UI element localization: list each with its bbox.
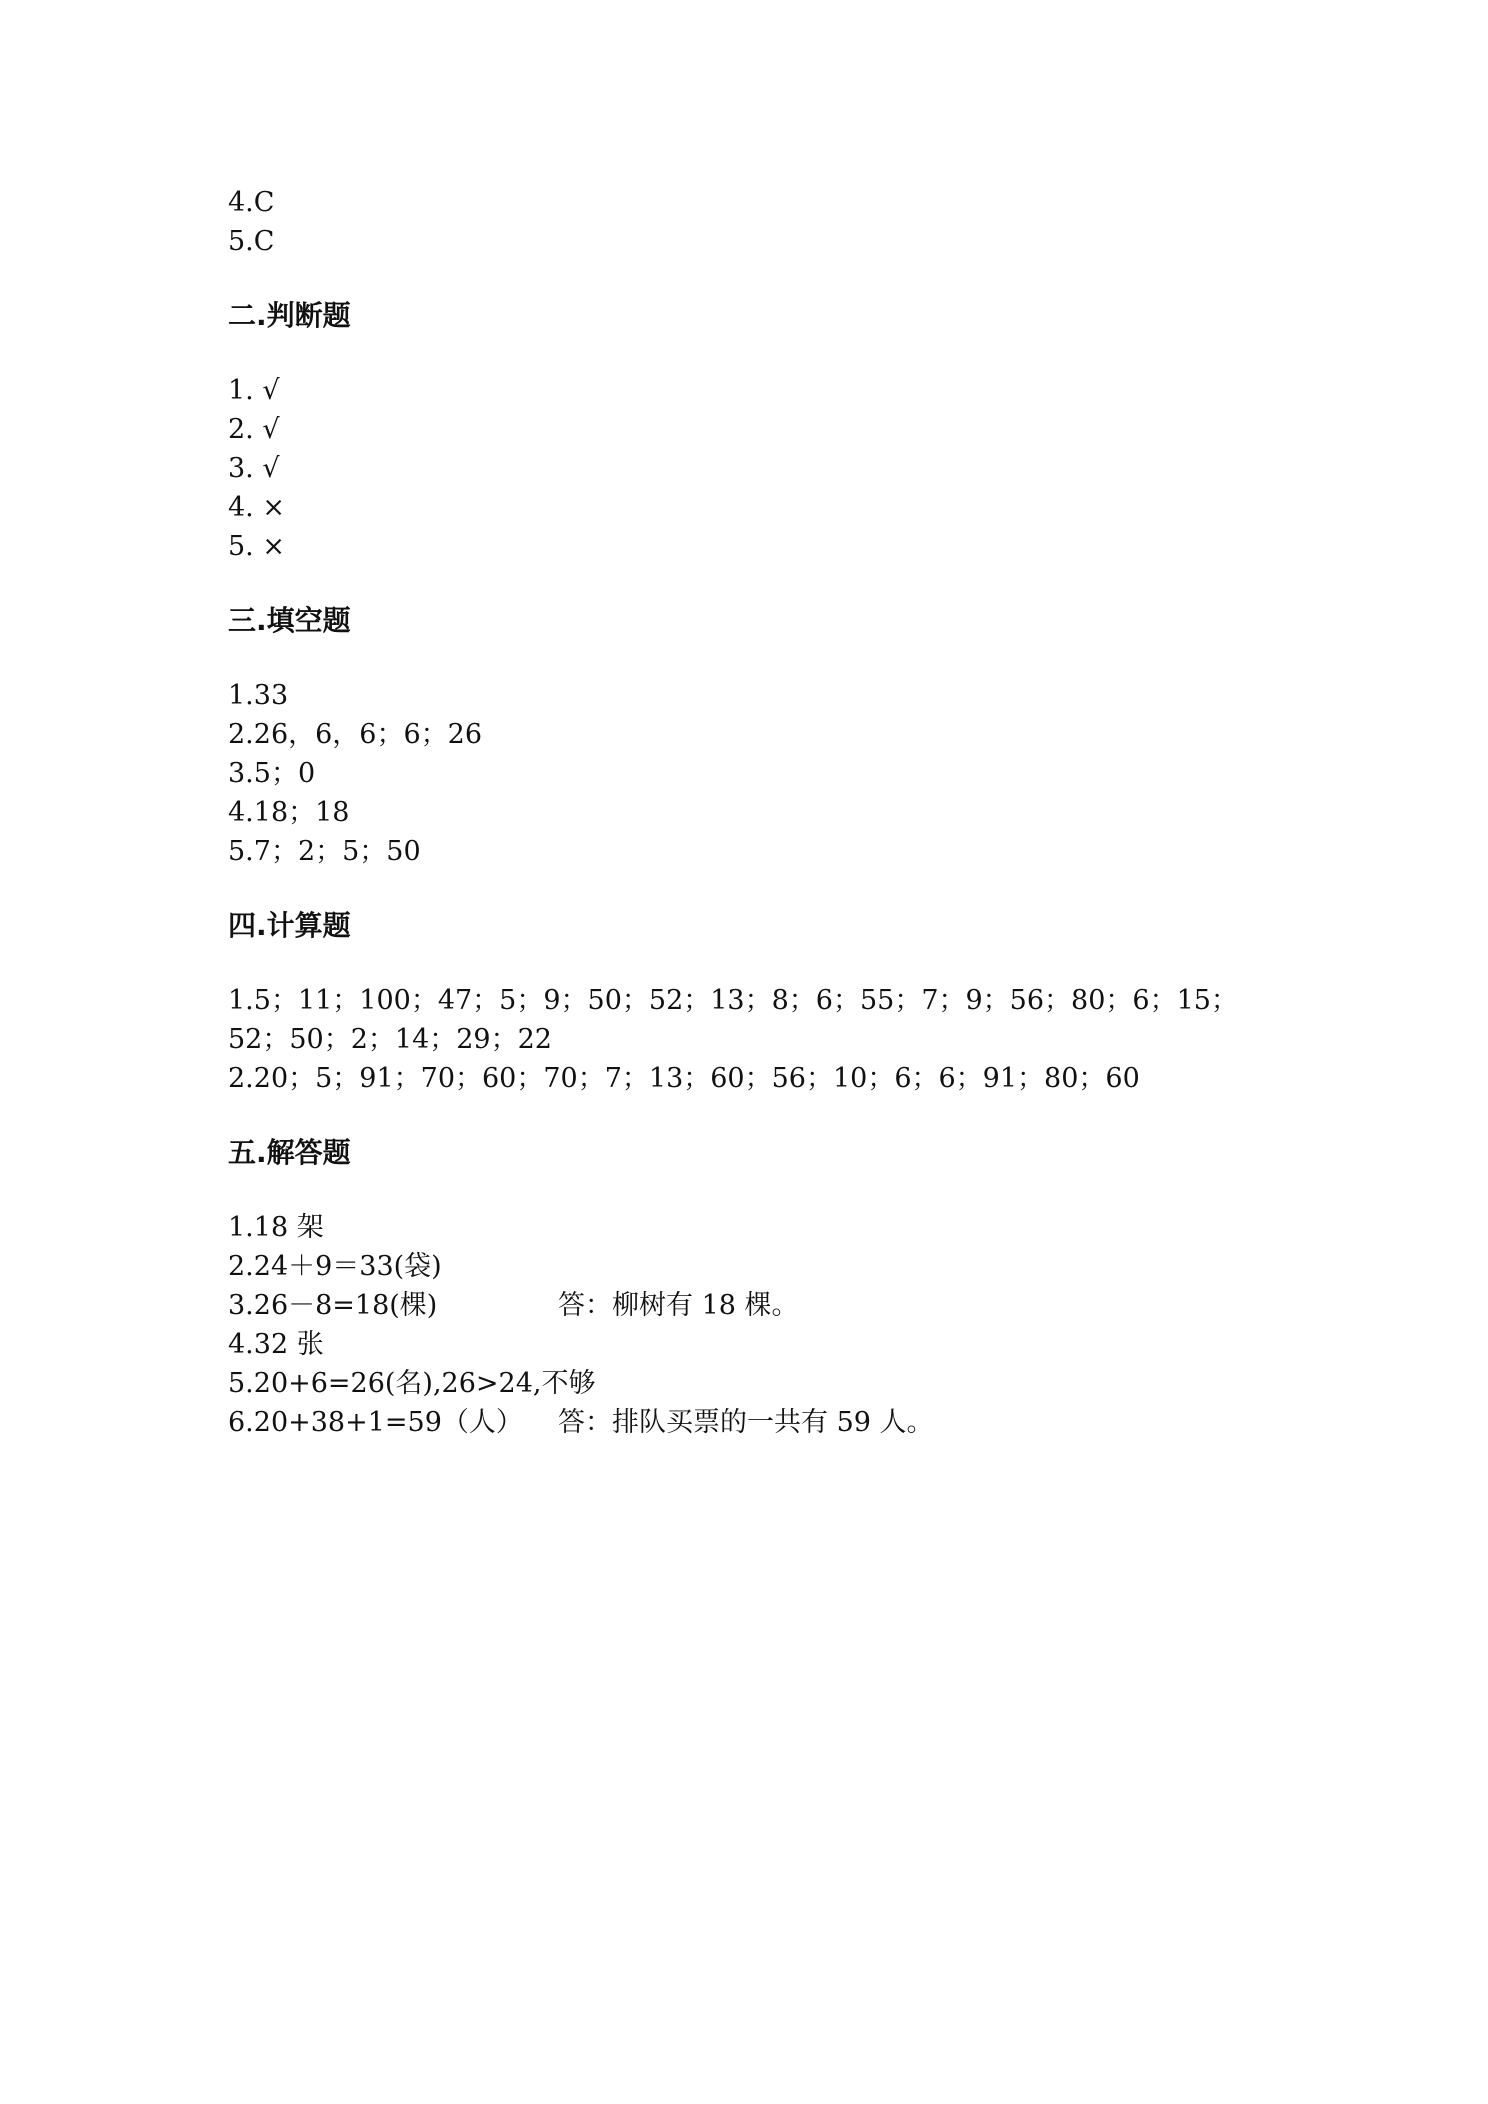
section-five-item-3 bbox=[228, 1286, 1488, 1325]
section-five-item-3-text: 3.26－8=18(棵) bbox=[228, 1290, 438, 1321]
section-five-item-2-text: 2.24＋9＝33(袋) bbox=[228, 1251, 442, 1282]
section-two-item-1: 1. √ bbox=[228, 375, 280, 406]
section-five-item-4-text: 4.32 张 bbox=[228, 1329, 324, 1360]
section-five-item-6-text: 6.20+38+1=59（人） bbox=[228, 1407, 523, 1438]
section-five-item-6 bbox=[228, 1403, 1488, 1442]
section-four-heading: 四.计算题 bbox=[228, 909, 351, 942]
section-four-item-1-continued: 52；50；2；14；29；22 bbox=[228, 1024, 552, 1055]
section-three-item-4: 4.18；18 bbox=[228, 797, 350, 828]
section-four-item-1: 1.5；11；100；47；5；9；50；52；13；8；6；55；7；9；56；80；6；15； bbox=[228, 985, 1238, 1016]
section-five-item-2 bbox=[228, 1247, 1488, 1286]
section-two-item-3: 3. √ bbox=[228, 453, 280, 484]
section-four-item-2: 2.20；5；91；70；60；70；7；13；60；56；10；6；6；91；80；60 bbox=[228, 1063, 1140, 1094]
section-one-item-5: 5.C bbox=[228, 226, 275, 257]
section-two-item-2: 2. √ bbox=[228, 414, 280, 445]
section-three-item-5: 5.7；2；5；50 bbox=[228, 836, 421, 867]
section-five-item-4 bbox=[228, 1325, 1488, 1364]
section-five-item-3-answer: 答：柳树有 18 棵。 bbox=[558, 1290, 799, 1321]
section-five-item-6-answer: 答：排队买票的一共有 59 人。 bbox=[558, 1407, 934, 1438]
section-two-item-5: 5. × bbox=[228, 531, 285, 562]
section-three-item-2: 2.26，6，6；6；26 bbox=[228, 719, 483, 750]
section-two-item-4: 4. × bbox=[228, 492, 285, 523]
section-three-item-1: 1.33 bbox=[228, 680, 289, 711]
section-five-item-5-text: 5.20+6=26(名),26>24,不够 bbox=[228, 1368, 596, 1399]
section-five-item-1-text: 1.18 架 bbox=[228, 1212, 324, 1243]
section-five-item-5 bbox=[228, 1364, 1488, 1403]
section-one-item-4: 4.C bbox=[228, 187, 275, 218]
section-five-item-1 bbox=[228, 1208, 1488, 1247]
section-two-heading: 二.判断题 bbox=[228, 299, 351, 332]
section-three-item-3: 3.5；0 bbox=[228, 758, 316, 789]
section-five-heading: 五.解答题 bbox=[228, 1136, 351, 1169]
section-three-heading: 三.填空题 bbox=[228, 604, 351, 637]
